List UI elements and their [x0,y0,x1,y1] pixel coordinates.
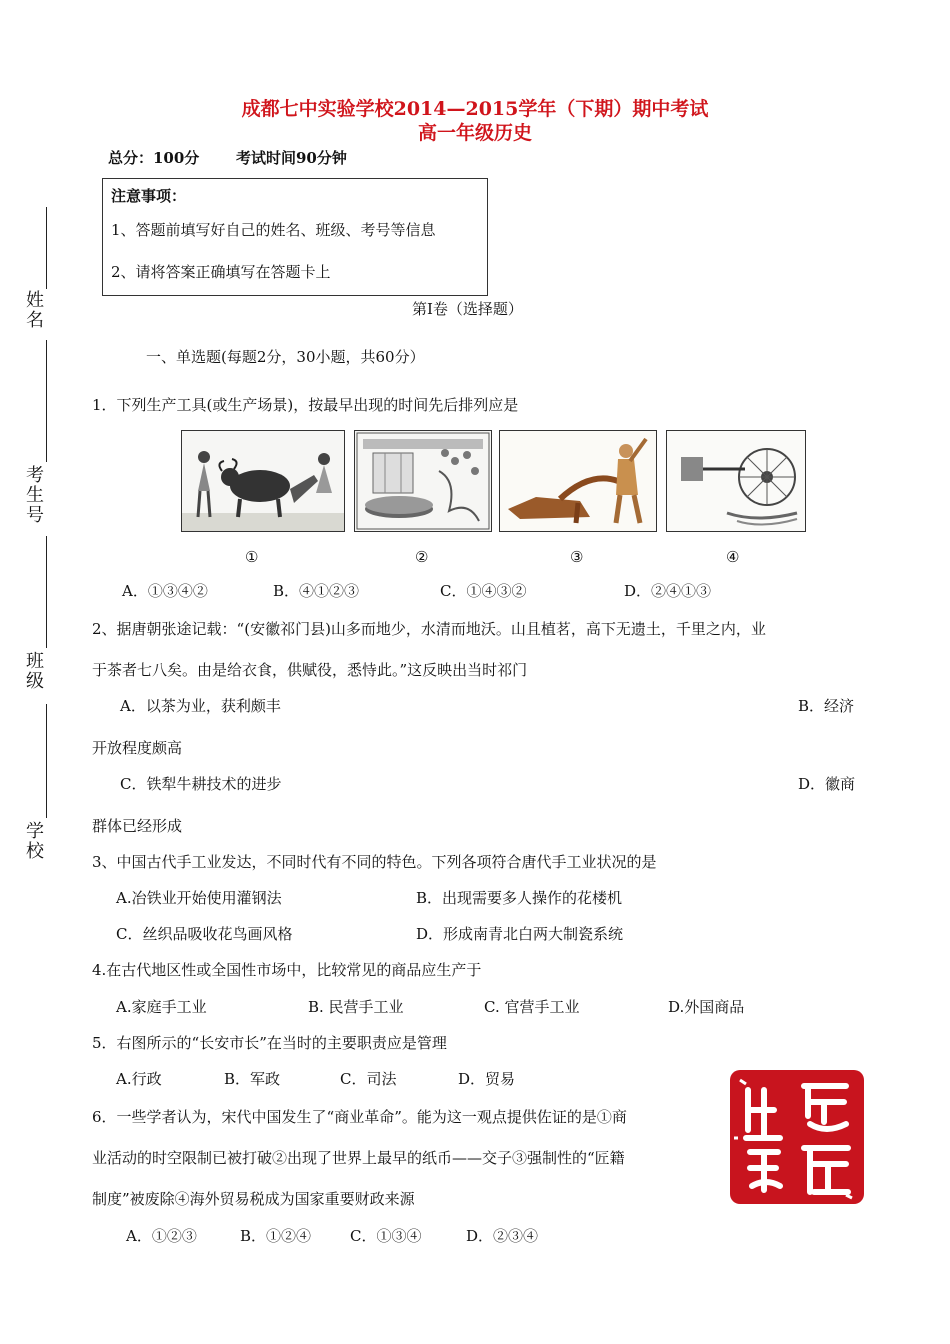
q1-image-label-1: ① [245,548,259,566]
total-score: 总分：100分 [108,149,200,167]
q1-image-water-wheel [666,430,806,532]
side-label-name: 姓名 [26,290,44,331]
q5-option-a: A.行政 [116,1070,162,1088]
q2-stem-line2: 于茶者七八矣。由是给衣食，供赋役，悉恃此。”这反映出当时祁门 [92,661,528,679]
binding-line [46,536,47,648]
notice-box [102,178,488,296]
q1-image-label-4: ④ [726,548,740,566]
q6-stem-line1: 6．一些学者认为，宋代中国发生了“商业革命”。能为这一观点提供佐证的是①商 [92,1108,627,1126]
q5-option-d: D．贸易 [458,1070,516,1088]
q1-option-d: D．②④①③ [624,582,712,600]
q5-stem: 5．右图所示的“长安市长”在当时的主要职责应是管理 [92,1034,447,1052]
q4-stem: 4.在古代地区性或全国性市场中，比较常见的商品应生产于 [92,961,482,979]
q4-option-c: C. 官营手工业 [484,998,580,1016]
q2-option-d: D．徽商 [798,775,856,793]
section-heading: 一、单选题(每题2分，30小题，共60分） [146,348,425,366]
q6-option-c: C．①③④ [350,1227,422,1245]
q2-option-c: C．铁犁牛耕技术的进步 [120,775,282,793]
q6-option-d: D．②③④ [466,1227,539,1245]
q2-option-b: B．经济 [798,697,855,715]
q1-option-a: A．①③④② [122,582,208,600]
q6-option-a: A．①②③ [126,1227,197,1245]
side-label-student-id: 考生号 [26,465,44,526]
q5-option-c: C．司法 [340,1070,397,1088]
side-label-school: 学校 [26,821,44,862]
q1-image-label-3: ③ [570,548,584,566]
q3-option-c: C．丝织品吸收花鸟画风格 [116,925,293,943]
binding-line [46,340,47,462]
q4-option-b: B. 民营手工业 [308,998,404,1016]
q1-image-curved-plough [499,430,657,532]
q4-option-a: A.家庭手工业 [116,998,207,1016]
q3-option-d: D．形成南青北白两大制瓷系统 [416,925,624,943]
q2-stem-line1: 2、据唐朝张途记载：“(安徽祁门县)山多而地少，水清而地沃。山且植茗，高下无遗土，千里之内，业 [92,620,766,638]
binding-line [46,704,47,818]
binding-line [46,207,47,289]
side-label-class: 班级 [26,651,44,692]
q1-image-ox-plough [181,430,345,532]
q3-option-b: B．出现需要多人操作的花楼机 [416,889,623,907]
q1-image-water-mill [354,430,492,532]
notice-item-1: 1、答题前填写好自己的姓名、班级、考号等信息 [111,221,436,239]
q1-image-label-2: ② [415,548,429,566]
q1-option-b: B．④①②③ [273,582,360,600]
q1-option-c: C．①④③② [440,582,527,600]
notice-heading: 注意事项： [111,187,187,205]
q3-stem: 3、中国古代手工业发达，不同时代有不同的特色。下列各项符合唐代手工业状况的是 [92,853,657,871]
q2-option-d-cont: 群体已经形成 [92,817,183,835]
q2-option-b-cont: 开放程度颇高 [92,739,183,757]
q2-option-a: A．以茶为业，获利颇丰 [120,697,281,715]
exam-time: 考试时间90分钟 [236,149,347,167]
q6-stem-line2: 业活动的时空限制已被打破②出现了世界上最早的纸币——交子③强制性的“匠籍 [92,1149,625,1167]
exam-title: 成都七中实验学校2014—2015学年（下期）期中考试 [241,98,709,120]
chang-an-mayor-seal-image [728,1068,866,1206]
q1-stem: 1．下列生产工具(或生产场景)，按最早出现的时间先后排列应是 [92,396,519,414]
volume-heading: 第I卷（选择题） [412,300,523,318]
q3-option-a: A.冶铁业开始使用灌钢法 [116,889,282,907]
q6-stem-line3: 制度”被废除④海外贸易税成为国家重要财政来源 [92,1190,415,1208]
q5-option-b: B．军政 [224,1070,281,1088]
exam-subtitle: 高一年级历史 [417,122,532,144]
q4-option-d: D.外国商品 [668,998,745,1016]
notice-item-2: 2、请将答案正确填写在答题卡上 [111,263,331,281]
q6-option-b: B．①②④ [240,1227,312,1245]
